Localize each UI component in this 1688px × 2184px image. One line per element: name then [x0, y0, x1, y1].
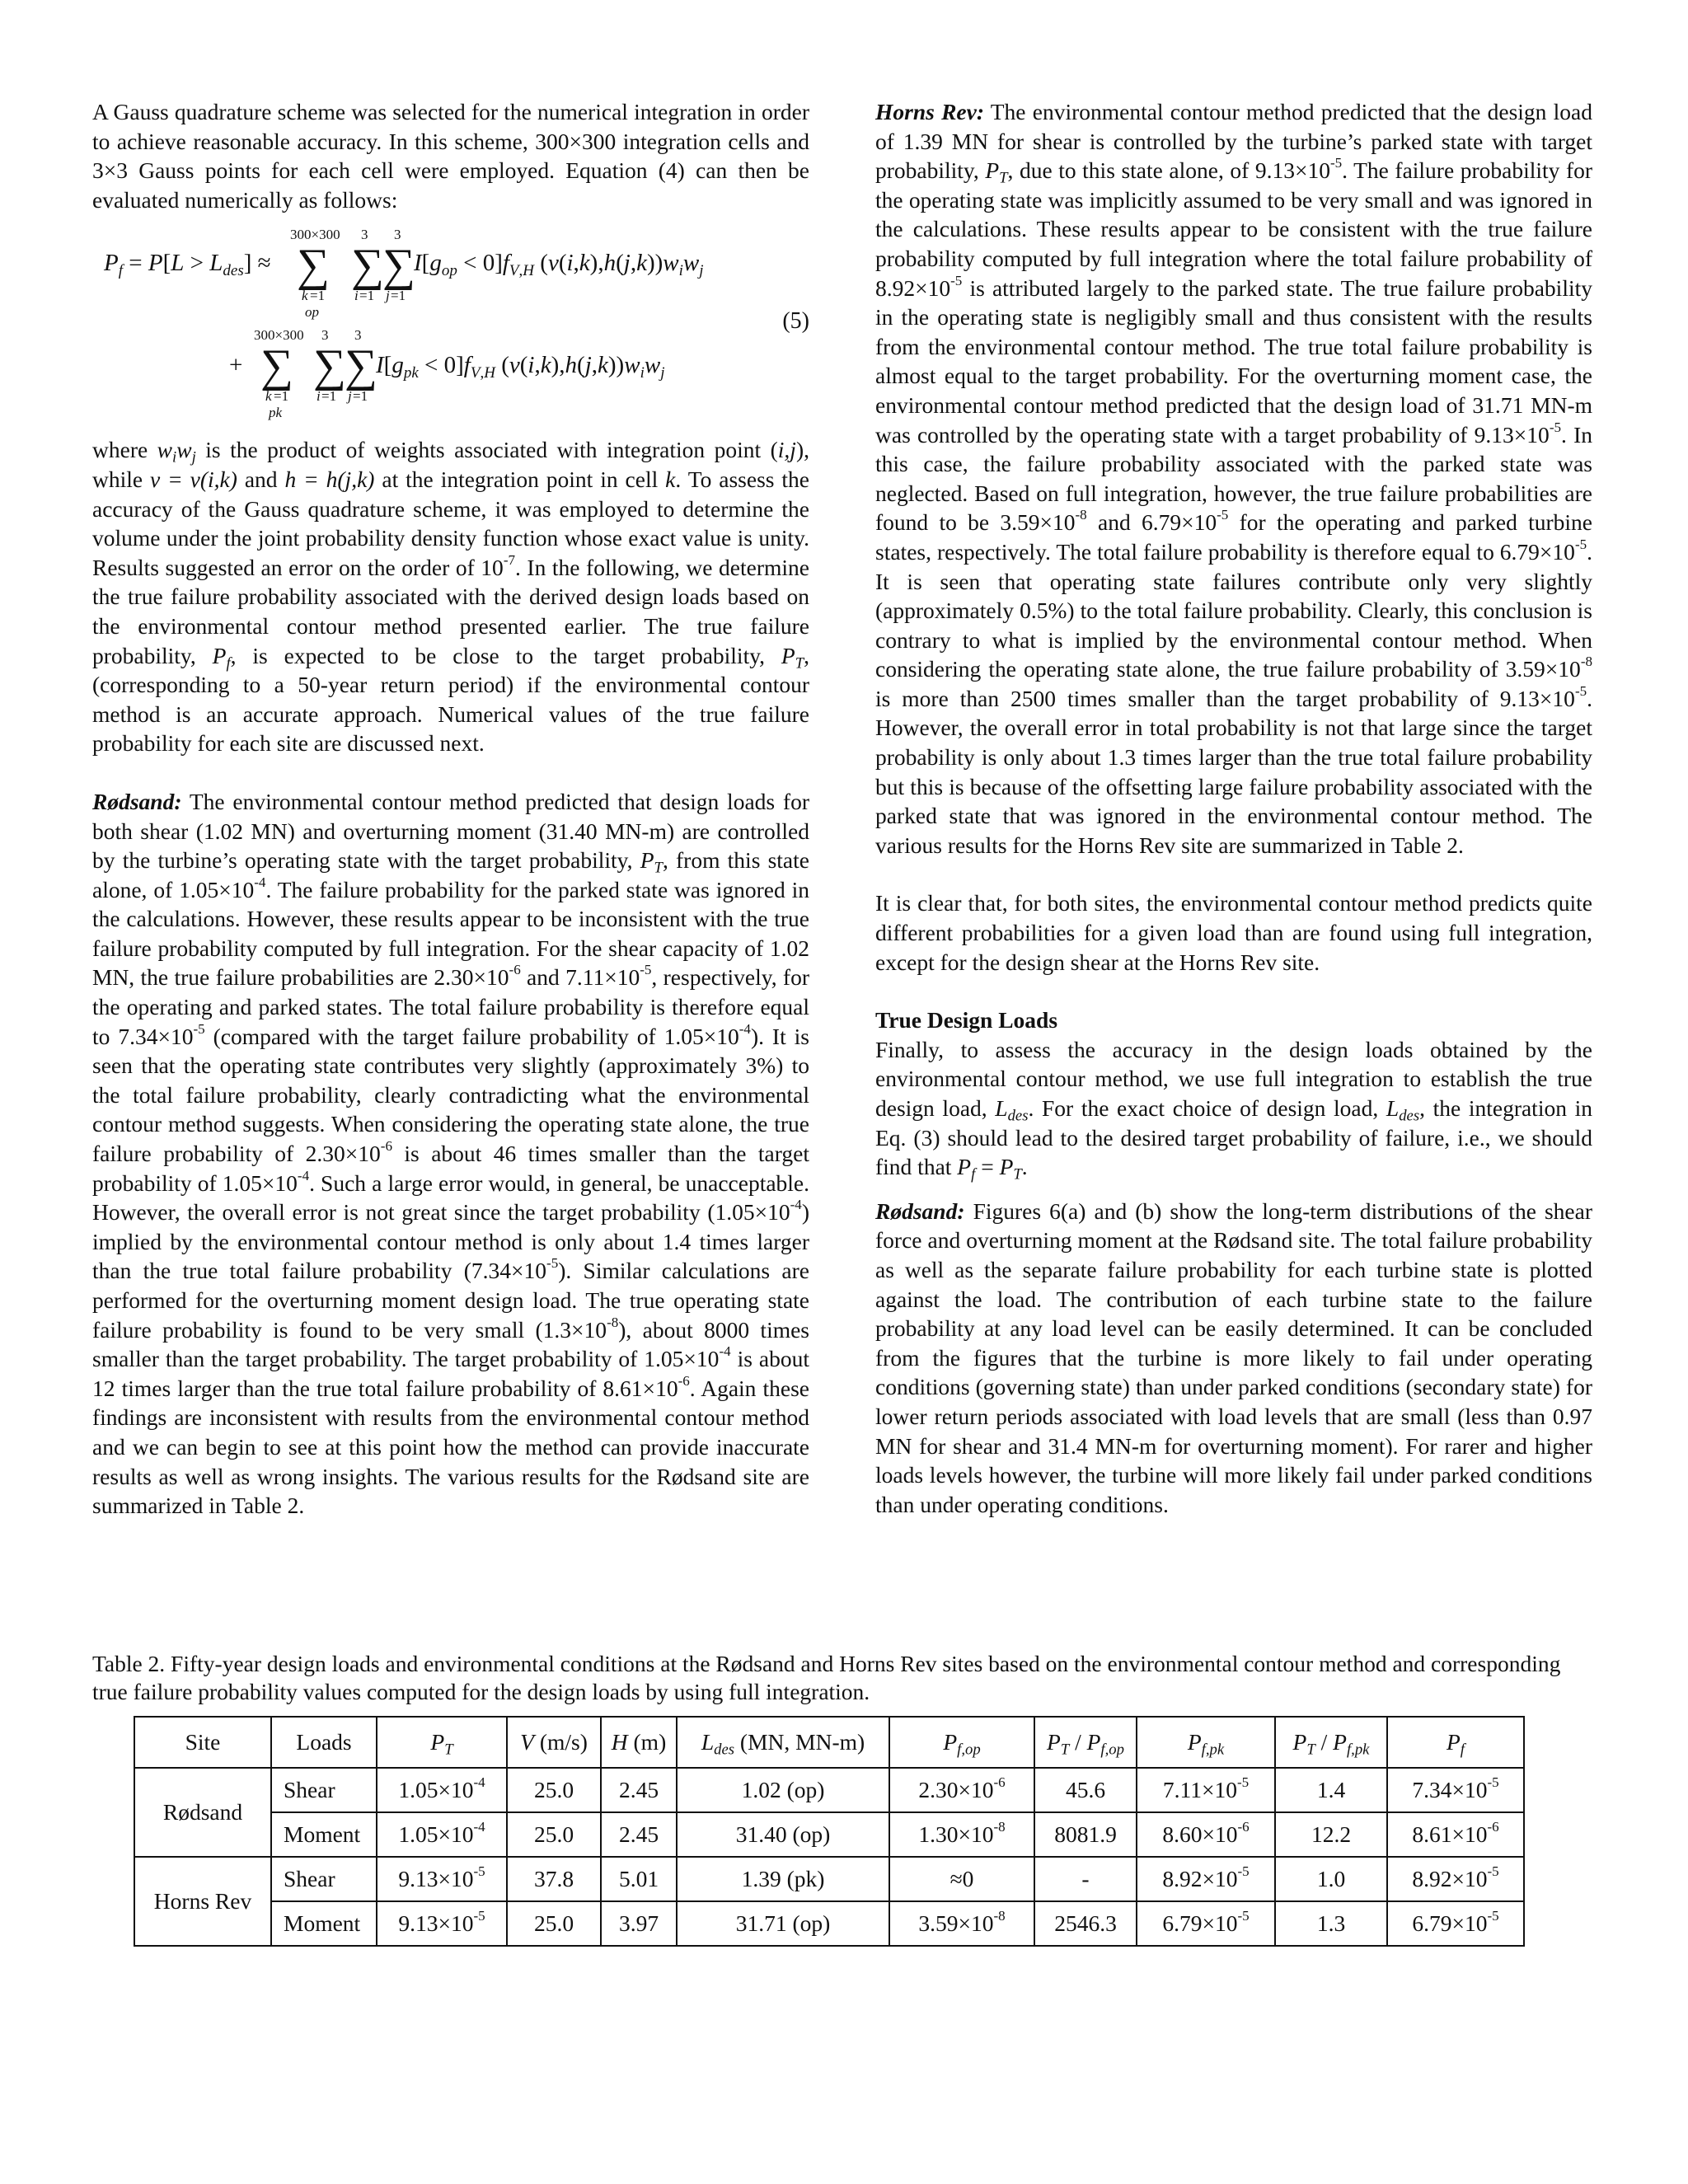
header-ldes: $L_{des}$ (MN, MN-m): [677, 1717, 889, 1768]
pt-cell: $9.13\times 10^{-5}$: [377, 1901, 507, 1946]
svg-text:i: i: [354, 288, 359, 304]
ldes-cell: 1.02 (op): [677, 1768, 889, 1812]
svg-text:3: 3: [321, 327, 329, 344]
equation-5-graphic: [92, 214, 809, 435]
pfpk-cell: $8.60\times 10^{-6}$: [1137, 1812, 1275, 1857]
h-cell: 2.45: [601, 1812, 677, 1857]
pfop-cell: $2.30\times 10^{-6}$: [889, 1768, 1034, 1812]
table-2-caption: Table 2. Fifty-year design loads and environmental conditions at the Rødsand and Horns Rev sites based on the environmental contour method and corresponding true failure probability values computed for the design loads by using full integration.: [92, 1651, 1561, 1704]
header-ratio-op: $P_T / P_{f,op}$: [1034, 1717, 1137, 1768]
v-cell: 25.0: [507, 1768, 601, 1812]
header-pfop: $P_{f,op}$: [889, 1717, 1034, 1768]
svg-text:=1: =1: [274, 388, 289, 405]
svg-text:I[gpk < 0]fV,H (v(i,k),h(j,k)): $I[g_{pk} < 0]f_V,H$ $(v(i,k),h(j,k))w_iw_j$: [376, 352, 665, 382]
right-column: [875, 97, 1592, 1519]
v-cell: 25.0: [507, 1812, 601, 1857]
pt-cell: $1.05\times 10^{-4}$: [377, 1812, 507, 1857]
svg-text:j: j: [386, 288, 390, 304]
svg-text:∑: ∑: [382, 240, 415, 292]
pf-cell: $7.34\times 10^{-5}$: [1387, 1768, 1524, 1812]
header-pt: $P_T$: [377, 1717, 507, 1768]
svg-text:k: k: [302, 288, 308, 304]
pfop-cell: ≈0: [889, 1857, 1034, 1901]
pf-cell: $6.79\times 10^{-5}$: [1387, 1901, 1524, 1946]
svg-text:300×300: 300×300: [290, 227, 340, 243]
svg-text:300×300: 300×300: [254, 327, 304, 344]
h-cell: 3.97: [601, 1901, 677, 1946]
pf-cell: $8.61\times 10^{-6}$: [1387, 1812, 1524, 1857]
svg-text:op: op: [305, 304, 319, 321]
ldes-cell: 31.71 (op): [677, 1901, 889, 1946]
loads-cell: Moment: [271, 1901, 377, 1946]
ratio-pk-cell: 1.0: [1275, 1857, 1387, 1901]
pf-cell: $8.92\times 10^{-5}$: [1387, 1857, 1524, 1901]
svg-text:3: 3: [361, 227, 368, 243]
loads-cell: Moment: [271, 1812, 377, 1857]
svg-text:∑: ∑: [297, 240, 330, 292]
ratio-pk-cell: 1.4: [1275, 1768, 1387, 1812]
v-cell: 25.0: [507, 1901, 601, 1946]
table-2: [134, 1716, 1525, 1947]
rodsand-paragraph: Rødsand: The environmental contour method predicted that design loads for both shear (1.02 MN) and overturning moment (31.40 MN-m) are controlled by the turbine’s operating state with the target probability, $P_T$, from this state alone, of $1.05\times 10^{-4}$. The failure probability for the parked state was ignored in the calculations. However, these results appear to be inconsistent with the true failure probability computed by full integration. For the shear capacity of 1.02 MN, the true failure probabilities are $2.30\times 10^{-6}$ and $7.11\times 10^{-5}$, respectively, for the operating and parked states. The total failure probability is therefore equal to $7.34\times 10^{-5}$ (compared with the target failure probability of $1.05\times 10^{-4}$). It is seen that the operating state contributes very slightly (approximately 3%) to the total failure probability, clearly contradicting what the environmental contour method suggests. When considering the operating state alone, the true failure probability of $2.30\times 10^{-6}$ is about 46 times smaller than the target probability of $1.05\times 10^{-4}$. Such a large error would, in general, be unacceptable. However, the overall error is not great since the target probability $(1.05\times 10^{-4})$ implied by the environmental contour method is only about 1.4 times larger than the true total failure probability $(7.34\times 10^{-5})$. Similar calculations are performed for the overturning moment design load. The true operating state failure probability is found to be very small $(1.3\times 10^{-8})$, about 8000 times smaller than the target probability. The target probability of $1.05\times 10^{-4}$ is about 12 times larger than the true total failure probability of $8.61\times 10^{-6}$. Again these findings are inconsistent with results from the environmental contour method and we can begin to see at this point how the method can provide inaccurate results as well as wrong insights. The various results for the Rødsand site are summarized in Table 2.: [92, 788, 810, 1519]
ratio-op-cell: 8081.9: [1034, 1812, 1137, 1857]
ratio-pk-cell: 1.3: [1275, 1901, 1387, 1946]
site-cell: Horns Rev: [134, 1857, 271, 1946]
header-h: H (m): [601, 1717, 677, 1768]
pfpk-cell: $6.79\times 10^{-5}$: [1137, 1901, 1275, 1946]
svg-text:∑: ∑: [260, 340, 293, 392]
true-design-paragraph: Finally, to assess the accuracy in the design loads obtained by the environmental contour method, we use full integration to establish the true design load, $L_{des}$. For the exact choice of design load, $L_{des}$, the integration in Eq. (3) should lead to the desired target probability of failure, i.e., we should find that $P_f = P_T$.: [875, 1036, 1592, 1183]
header-site: Site: [134, 1717, 271, 1768]
rodsand-figures-paragraph: Rødsand: Figures 6(a) and (b) show the long-term distributions of the shear force and overturning moment at the Rødsand site. The total failure probability as well as the separate failure probability for each turbine state is plotted against the load. The contribution of each turbine state to the failure probability at any load level can be easily determined. It can be concluded from the figures that the turbine is more likely to fail under operating conditions (governing state) than under parked conditions (secondary state) for lower return periods associated with load levels that are small (less than 0.97 MN for shear and 31.4 MN-m for overturning moment). For rarer and higher loads levels however, the turbine will more likely fail under parked conditions than under operating conditions.: [875, 1197, 1592, 1517]
svg-text:=1: =1: [391, 288, 406, 304]
svg-text:=1: =1: [321, 388, 337, 405]
svg-text:=1: =1: [310, 288, 326, 304]
where-paragraph: where $w_iw_j$ is the product of weights associated with integration point (i,j), while v = v(i,k) and h = h(j,k) at the integration point in cell k. To assess the accuracy of the Gauss quadrature scheme, it was employed to determine the volume under the joint probability density function whose exact value is unity. Results suggested an error on the order of $10^{-7}$. In the following, we determine the true failure probability associated with the derived design loads based on the environmental contour method presented earlier. The true failure probability, $P_f$, is expected to be close to the target probability, $P_T$, (corresponding to a 50-year return period) if the environmental contour method is an accurate approach. Numerical values of the true failure probability for each site are discussed next.: [92, 437, 810, 757]
horns-rev-paragraph: Horns Rev: The environmental contour method predicted that the design load of 1.39 MN for shear is controlled by the turbine’s parked state with target probability, $P_T$, due to this state alone, of $9.13\times 10^{-5}$. The failure probability for the operating state was implicitly assumed to be very small and was ignored in the calculations. These results appear to be consistent with the true failure probability computed by full integration where the total failure probability of $8.92\times 10^{-5}$ is attributed largely to the parked state. The true failure probability in the operating state is negligibly small and thus consistent with the results from the environmental contour method. The true total failure probability is almost equal to the target probability. For the overturning moment case, the environmental contour method predicted that the design load of 31.71 MN-m was controlled by the operating state with a target probability of $9.13\times 10^{-5}$. In this case, the failure probability associated with the parked state was neglected. Based on full integration, however, the true failure probabilities are found to be $3.59\times 10^{-8}$ and $6.79\times 10^{-5}$ for the operating and parked turbine states, respectively. The total failure probability is therefore equal to $6.79\times 10^{-5}$. It is seen that operating state failures contribute only very slightly (approximately 0.5%) to the total failure probability. Clearly, this conclusion is contrary to what is implied by the environmental contour method. When considering the operating state alone, the true failure probability of $3.59\times 10^{-8}$ is more than 2500 times smaller than the target probability of $9.13\times 10^{-5}$. However, the overall error in total probability is not that large since the target probability is only about 1.3 times larger than the true total failure probability but this is because of the offsetting large failure probability associated with the parked state that was ignored in the environmental contour method. The various results for the Horns Rev site are summarized in Table 2.: [875, 99, 1593, 858]
ratio-op-cell: 45.6: [1034, 1768, 1137, 1812]
svg-text:+: +: [229, 352, 243, 379]
pt-cell: $1.05\times 10^{-4}$: [377, 1768, 507, 1812]
h-cell: 5.01: [601, 1857, 677, 1901]
svg-text:∑: ∑: [351, 240, 384, 292]
table-row: [134, 1812, 1524, 1857]
svg-text:I[gop < 0]fV,H (v(i,k),h(j,k)): $I[g_{op} < 0]f_V,H$ $(v(i,k),h(j,k))w_iw_j$: [414, 250, 704, 280]
pfpk-cell: $7.11\times 10^{-5}$: [1137, 1768, 1275, 1812]
svg-text:i: i: [316, 388, 321, 405]
section-heading-true-design-loads: True Design Loads: [875, 1007, 1058, 1033]
svg-text:∑: ∑: [313, 340, 346, 392]
pt-cell: $9.13\times 10^{-5}$: [377, 1857, 507, 1901]
svg-text:pk: pk: [269, 405, 283, 421]
equation-number: (5): [782, 308, 809, 335]
svg-text:Pf = P[L > Ldes] ≈: $P_f = P[L > L_{des}]$ ≈: [104, 250, 271, 280]
equation-5: [92, 214, 809, 435]
pfop-cell: $3.59\times 10^{-8}$: [889, 1901, 1034, 1946]
ratio-op-cell: -: [1034, 1857, 1137, 1901]
ldes-cell: 31.40 (op): [677, 1812, 889, 1857]
header-pf: $P_f$: [1387, 1717, 1524, 1768]
svg-text:∑: ∑: [345, 340, 377, 392]
header-v: V (m/s): [507, 1717, 601, 1768]
table-row: [134, 1768, 1524, 1812]
header-loads: Loads: [271, 1717, 377, 1768]
header-ratio-pk: $P_T / P_{f,pk}$: [1275, 1717, 1387, 1768]
header-pfpk: $P_{f,pk}$: [1137, 1717, 1275, 1768]
intro-paragraph: A Gauss quadrature scheme was selected for the numerical integration in order to achieve reasonable accuracy. In this scheme, 300×300 integration cells and 3×3 Gauss points for each cell were employed. Equation (4) can then be evaluated numerically as follows:: [92, 99, 809, 213]
svg-text:=1: =1: [353, 388, 368, 405]
site-cell: Rødsand: [134, 1768, 271, 1857]
v-cell: 37.8: [507, 1857, 601, 1901]
pfpk-cell: $8.92\times 10^{-5}$: [1137, 1857, 1275, 1901]
svg-text:k: k: [265, 388, 272, 405]
pfop-cell: $1.30\times 10^{-8}$: [889, 1812, 1034, 1857]
svg-text:j: j: [348, 388, 352, 405]
ldes-cell: 1.39 (pk): [677, 1857, 889, 1901]
table-header-row: [134, 1717, 1524, 1768]
svg-text:3: 3: [354, 327, 362, 344]
ratio-pk-cell: 12.2: [1275, 1812, 1387, 1857]
loads-cell: Shear: [271, 1857, 377, 1901]
h-cell: 2.45: [601, 1768, 677, 1812]
table-row: [134, 1857, 1524, 1901]
ratio-op-cell: 2546.3: [1034, 1901, 1137, 1946]
table-row: [134, 1901, 1524, 1946]
both-sites-paragraph: It is clear that, for both sites, the environmental contour method predicts quite different probabilities for a given load than are found using full integration, except for the design shear at the Horns Rev site.: [875, 890, 1592, 975]
loads-cell: Shear: [271, 1768, 377, 1812]
svg-text:3: 3: [394, 227, 401, 243]
left-column: [92, 97, 809, 1521]
svg-text:=1: =1: [359, 288, 375, 304]
